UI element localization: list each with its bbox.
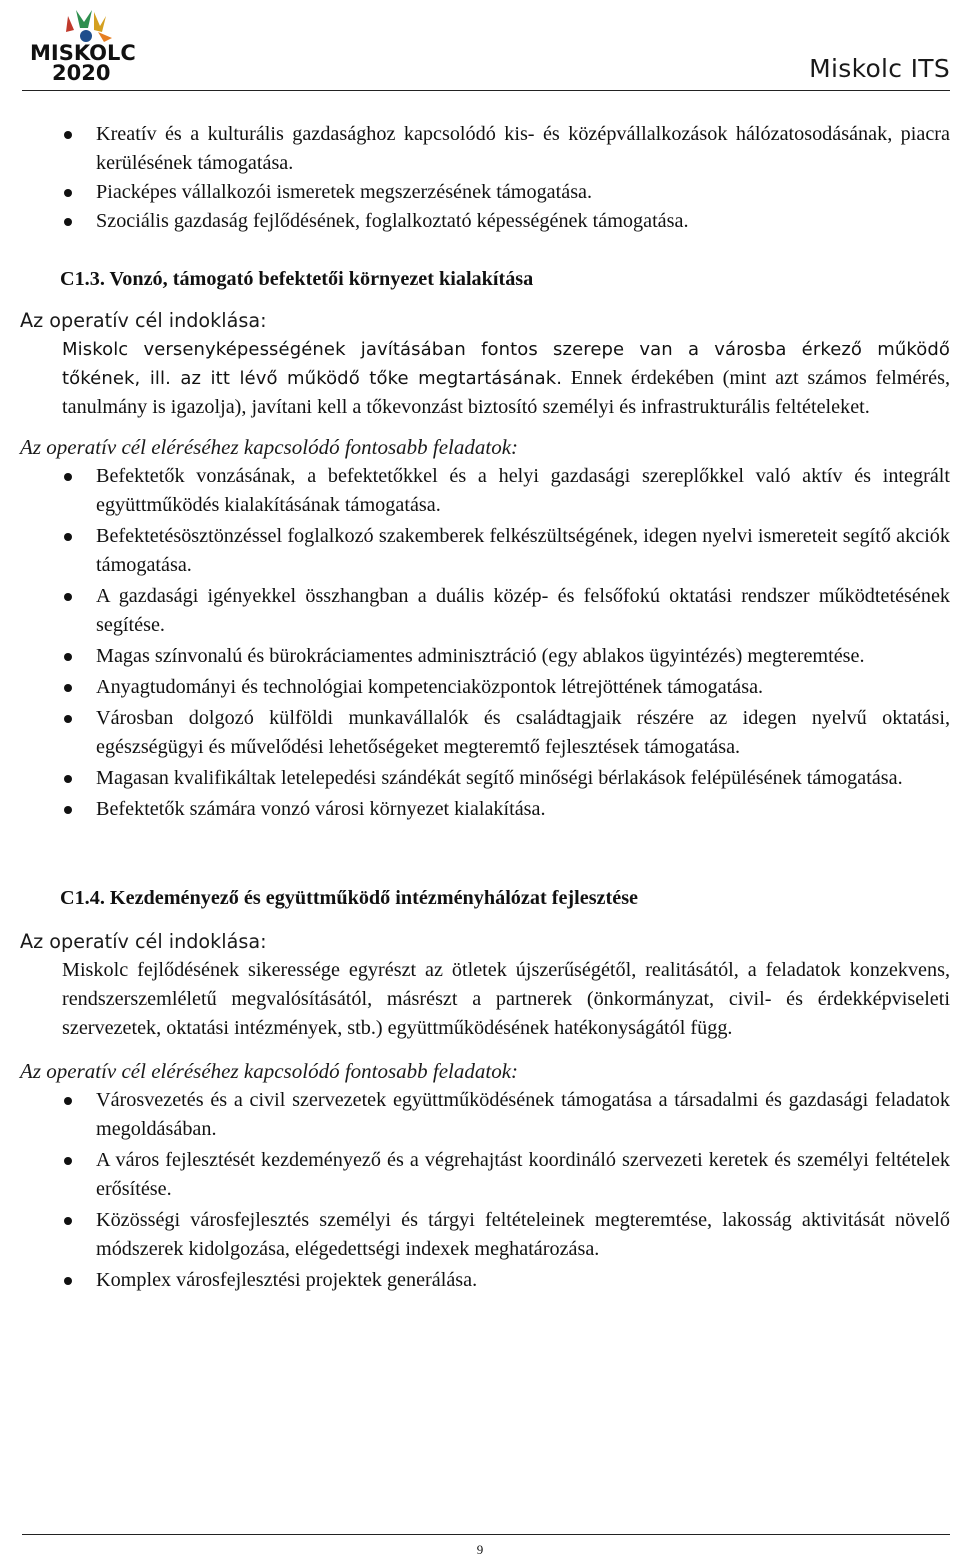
list-item: Anyagtudományi és technológiai kompetenciaközpontok létrejöttének támogatása. — [62, 673, 950, 702]
document-body — [20, 120, 950, 1297]
list-item: Befektetők vonzásának, a befektetőkkel és a helyi gazdasági szereplőkkel való aktív és integrált együttműködés kialakításának támogatása. — [62, 462, 950, 520]
section-heading-c14: C1.4. Kezdeményező és együttműködő intézményhálózat fejlesztése — [60, 887, 639, 909]
list-item: Magas színvonalú és bürokráciamentes adminisztráció (egy ablakos ügyintézés) megteremtése. — [62, 642, 950, 671]
tasks-list-c13 — [62, 462, 950, 824]
list-item: A város fejlesztését kezdeményező és a végrehajtást koordináló szervezeti keretek és személyi feltételek erősítése. — [62, 1146, 950, 1204]
top-bullet-list — [62, 120, 950, 236]
list-item: Befektetők számára vonzó városi környezet kialakítása. — [62, 795, 950, 824]
page-number: 9 — [476, 1542, 484, 1557]
justification-label: Az operatív cél indoklása: — [20, 930, 267, 953]
list-item: Piacképes vállalkozói ismeretek megszerzésének támogatása. — [62, 178, 950, 207]
justification-paragraph: Miskolc versenyképességének javításában fontos szerepe van a városba érkező működő tőkének, ill. az itt lévő működő tőke megtartásának. Ennek érdekében (mint azt számos felmérés, tanulmány is igazolja), javítani kell a tőkevonzást biztosító személyi és infrastrukturális feltételeket. — [62, 339, 950, 418]
justification-paragraph: Miskolc fejlődésének sikeressége egyrészt az ötletek újszerűségétől, realitásától, a feladatok konzekvens, rendszerszemléletű megvalósításától, másrészt a partnerek (önkormányzat, civil- és érdekképviseleti szervezetek, oktatási intézmények, stb.) együttműködésének hatékonyságától függ. — [62, 959, 950, 1039]
list-item: Befektetésösztönzéssel foglalkozó szakemberek felkészültségének, idegen nyelvi ismereteit segítő akciók támogatása. — [62, 522, 950, 580]
list-item: Városban dolgozó külföldi munkavállalók és családtagjaik részére az idegen nyelvű oktatási, egészségügyi és művelődési lehetőségeket megteremtő fejlesztések támogatása. — [62, 704, 950, 762]
section-heading-c13: C1.3. Vonzó, támogató befektetői környezet kialakítása — [60, 268, 534, 290]
list-item: Magasan kvalifikáltak letelepedési szándékát segítő minőségi bérlakások felépülésének támogatása. — [62, 764, 950, 793]
document-title: Miskolc ITS — [809, 54, 950, 83]
miskolc-2020-logo — [28, 6, 140, 82]
svg-text:MISKOLC: MISKOLC — [30, 41, 136, 65]
tasks-label: Az operatív cél eléréséhez kapcsolódó fontosabb feladatok: — [20, 1059, 519, 1083]
list-item: Közösségi városfejlesztés személyi és tárgyi feltételeinek megteremtése, lakosság aktivitását növelő módszerek kidolgozása, elégedettségi indexek meghatározása. — [62, 1206, 950, 1264]
tasks-list-c14 — [62, 1086, 950, 1295]
tasks-label: Az operatív cél eléréséhez kapcsolódó fontosabb feladatok: — [20, 435, 519, 459]
justification-label: Az operatív cél indoklása: — [20, 309, 267, 332]
svg-text:2020: 2020 — [52, 61, 111, 82]
list-item: A gazdasági igényekkel összhangban a duális közép- és felsőfokú oktatási rendszer működtetésének segítése. — [62, 582, 950, 640]
page-header — [22, 0, 950, 91]
list-item: Városvezetés és a civil szervezetek együttműködésének támogatása a társadalmi és gazdasági feladatok megoldásában. — [62, 1086, 950, 1144]
crest-icon — [66, 10, 112, 42]
list-item: Komplex városfejlesztési projektek generálása. — [62, 1266, 950, 1295]
footer-divider — [22, 1534, 950, 1535]
list-item: Szociális gazdaság fejlődésének, foglalkoztató képességének támogatása. — [62, 207, 950, 236]
list-item: Kreatív és a kulturális gazdasághoz kapcsolódó kis- és középvállalkozások hálózatosodásának, piacra kerülésének támogatása. — [62, 120, 950, 178]
